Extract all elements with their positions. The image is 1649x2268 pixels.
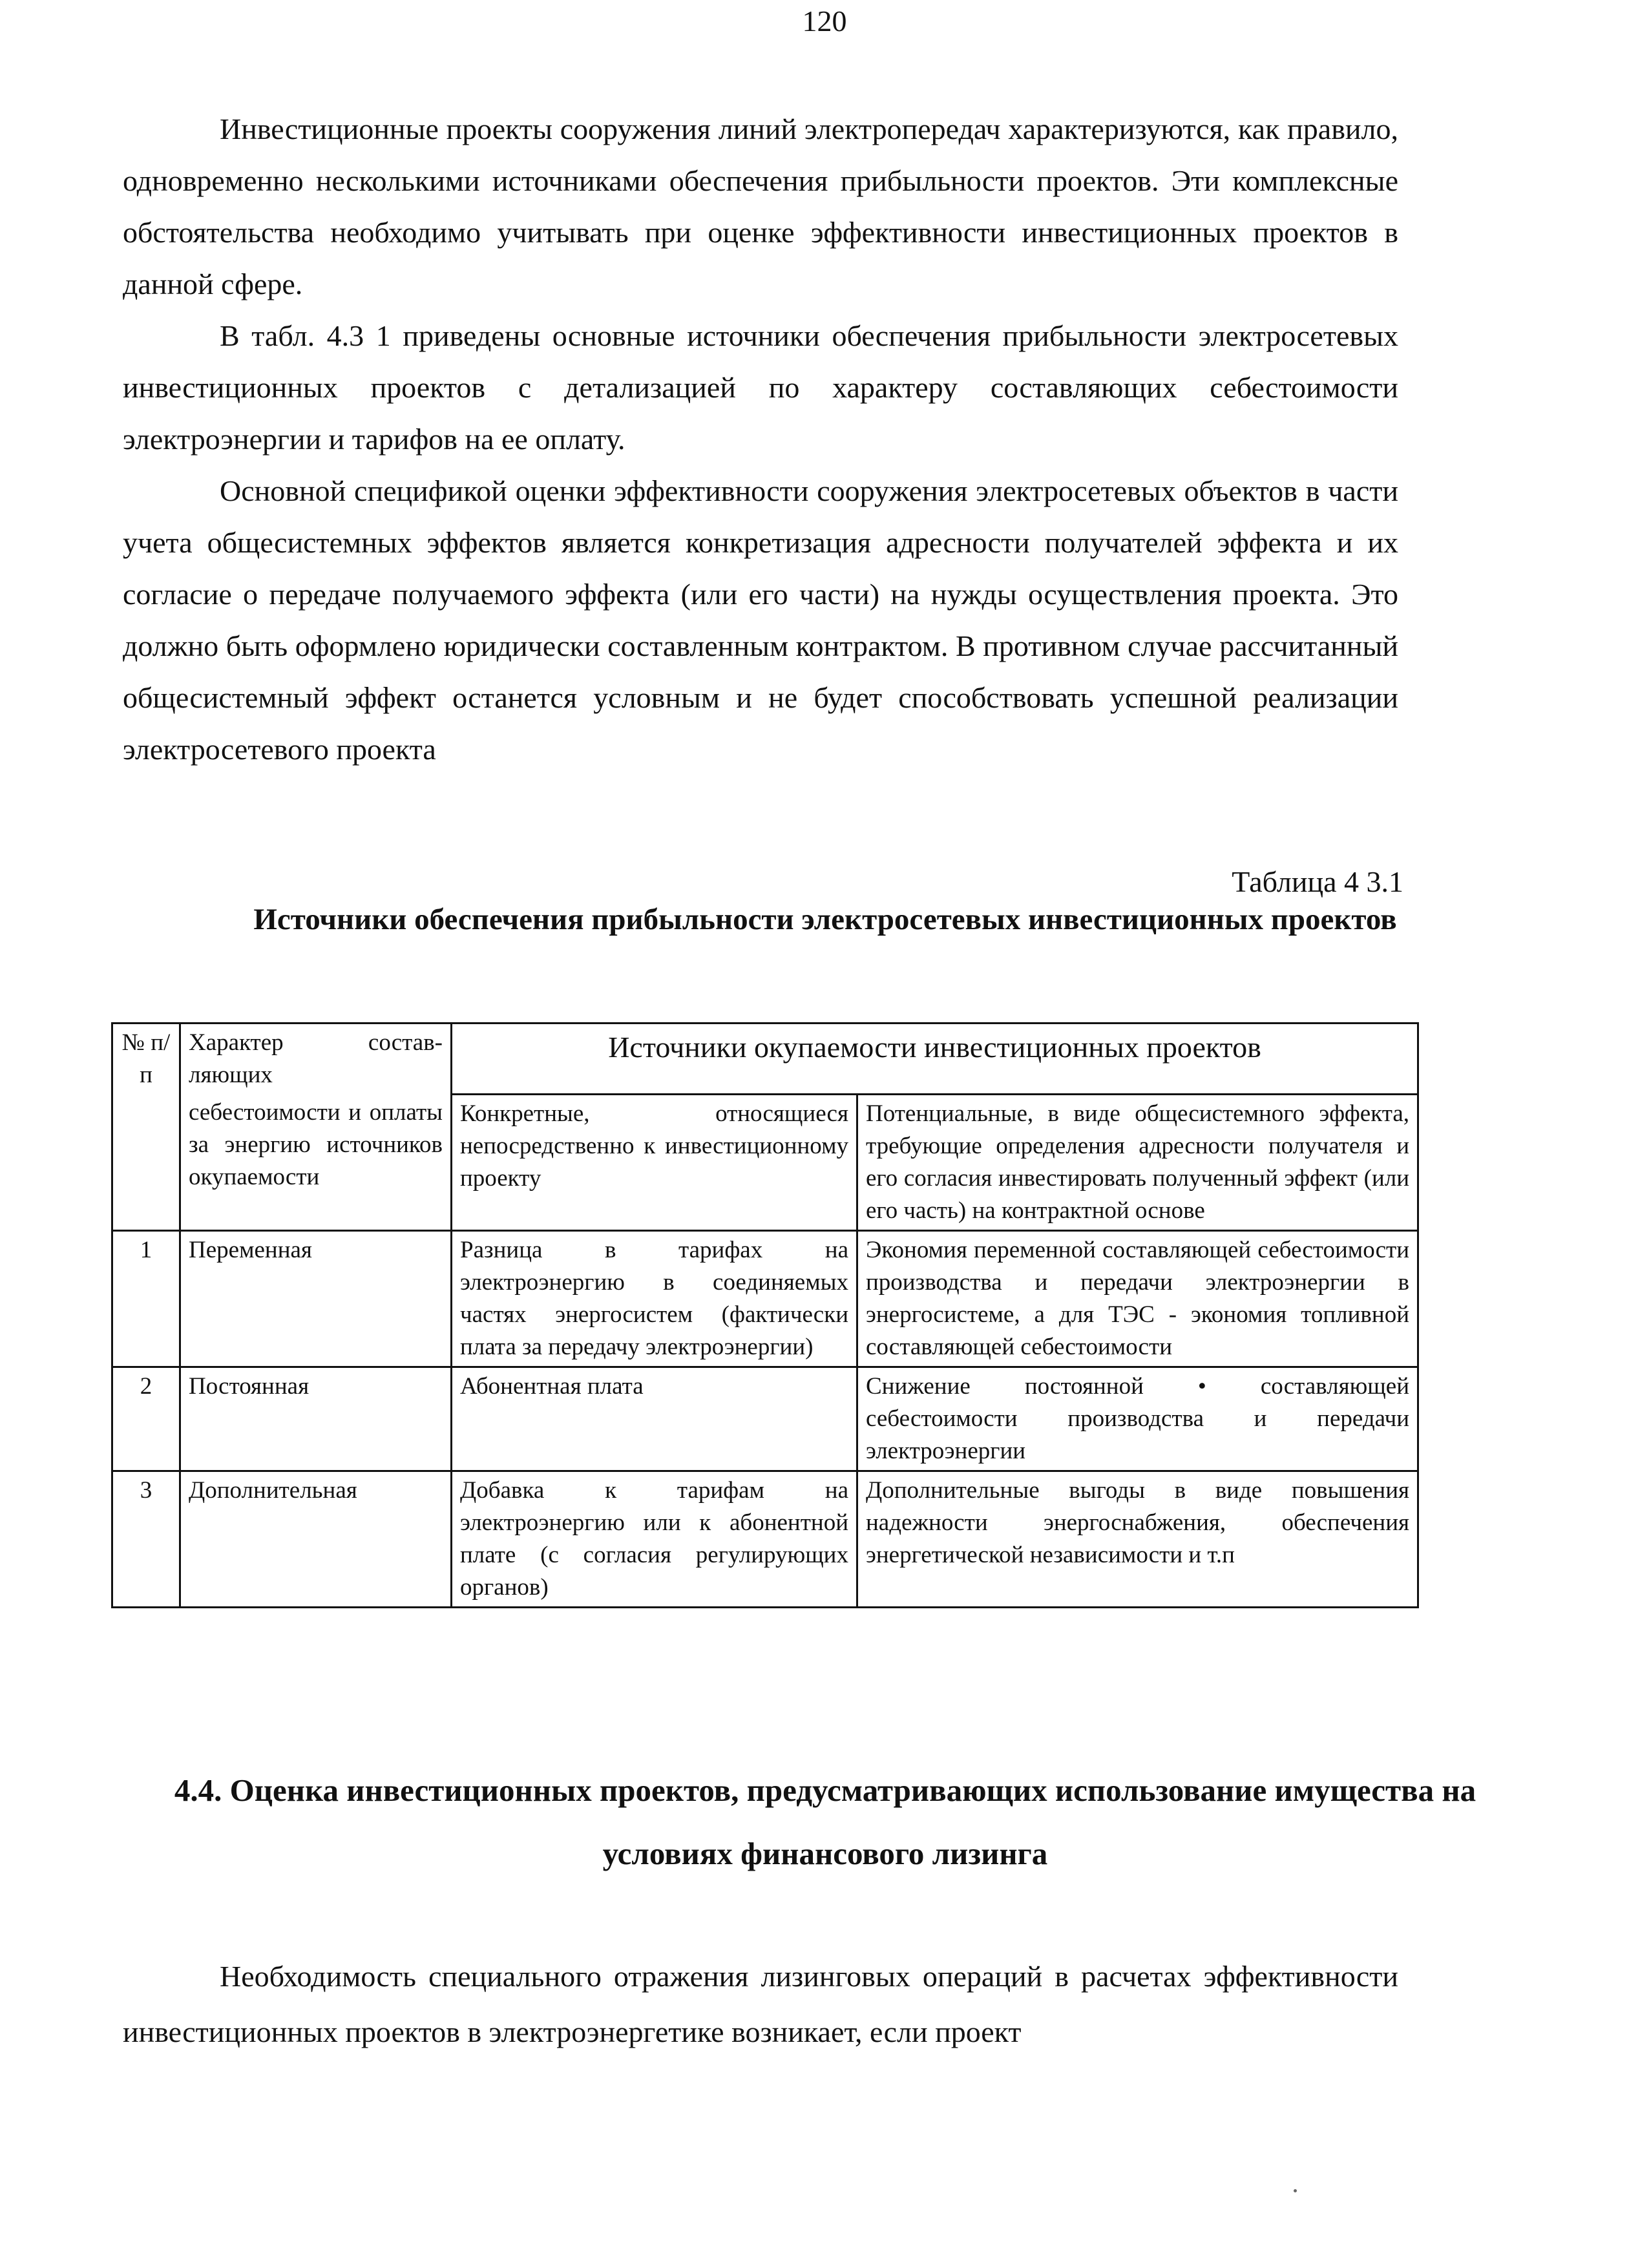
header-character-bottom: себестоимости и оплаты за энергию источников окупаемости (180, 1094, 452, 1230)
row-character: Переменная (180, 1230, 452, 1367)
table-label: Таблица 4 3.1 (1232, 865, 1403, 898)
paragraph-3: Основной спецификой оценки эффективности сооружения электросетевых объектов в части учета общесистемных эффектов является конкретизация адресности получателей эффекта и их согласие о передаче получаемого эффекта (или его части) на нужды осуществления проекта. Это должно быть оформлено юридически составленным контрактом. В противном случае рассчитанный общесистемный эффект останется условным и не будет способствовать успешной реализации электросетевого проекта (123, 474, 1398, 766)
row-num: 2 (112, 1367, 180, 1471)
row-potential: Экономия переменной составляющей себестоимости производства и передачи электроэнергии в энергосистеме, а для ТЭС - экономия топливной составляющей себестоимости (857, 1230, 1418, 1367)
row-potential: Снижение постоянной • составляющей себестоимости производства и передачи электроэнергии (857, 1367, 1418, 1471)
row-concrete: Абонентная плата (452, 1367, 857, 1471)
scan-dot (1294, 2189, 1297, 2192)
header-potential: Потенциальные, в виде общесистемного эффекта, требующие определения адресности получателя и его согласия инвестировать полученный эффект (или его часть) на контрактной основе (857, 1094, 1418, 1230)
row-num: 3 (112, 1471, 180, 1607)
header-sources-group: Источники окупаемости инвестиционных проектов (452, 1024, 1418, 1095)
header-num: № п/п (112, 1024, 180, 1231)
row-concrete: Добавка к тарифам на электроэнергию или к абонентной плате (с согласия регулирующих органов) (452, 1471, 857, 1607)
section-paragraph: Необходимость специального отражения лизинговых операций в расчетах эффективности инвестиционных проектов в электроэнергетике возникает, если проект (123, 1960, 1398, 2048)
table-subheader-row (112, 1094, 1418, 1230)
table-title: Источники обеспечения прибыльности электросетевых инвестиционных проектов (253, 903, 1397, 936)
row-character: Постоянная (180, 1367, 452, 1471)
sources-table (111, 1022, 1419, 1608)
table-row (112, 1230, 1418, 1367)
row-num: 1 (112, 1230, 180, 1367)
page-number: 120 (802, 5, 847, 37)
paragraph-1: Инвестиционные проекты сооружения линий электропередач характеризуются, как правило, одновременно несколькими источниками обеспечения прибыльности проектов. Эти комплексные обстоятельства необходимо учитывать при оценке эффективности инвестиционных проектов в данной сфере. (123, 112, 1398, 300)
table-row (112, 1367, 1418, 1471)
row-potential: Дополнительные выгоды в виде повышения надежности энергоснабжения, обеспечения энергетической независимости и т.п (857, 1471, 1418, 1607)
header-character-top: Характер состав- ляющих (180, 1024, 452, 1095)
table-row (112, 1471, 1418, 1607)
row-concrete: Разница в тарифах на электроэнергию в соединяемых частях энергосистем (фактически плата за передачу электроэнергии) (452, 1230, 857, 1367)
table-header-row (112, 1024, 1418, 1095)
row-character: Дополнительная (180, 1471, 452, 1607)
header-concrete: Конкретные, относящиеся непосредственно к инвестиционному проекту (452, 1094, 857, 1230)
paragraph-2: В табл. 4.3 1 приведены основные источники обеспечения прибыльности электросетевых инвестиционных проектов с детализацией по характеру составляющих себестоимости электроэнергии и тарифов на ее оплату. (123, 319, 1398, 456)
section-heading: 4.4. Оценка инвестиционных проектов, предусматривающих использование имущества на условиях финансового лизинга (174, 1772, 1476, 1871)
